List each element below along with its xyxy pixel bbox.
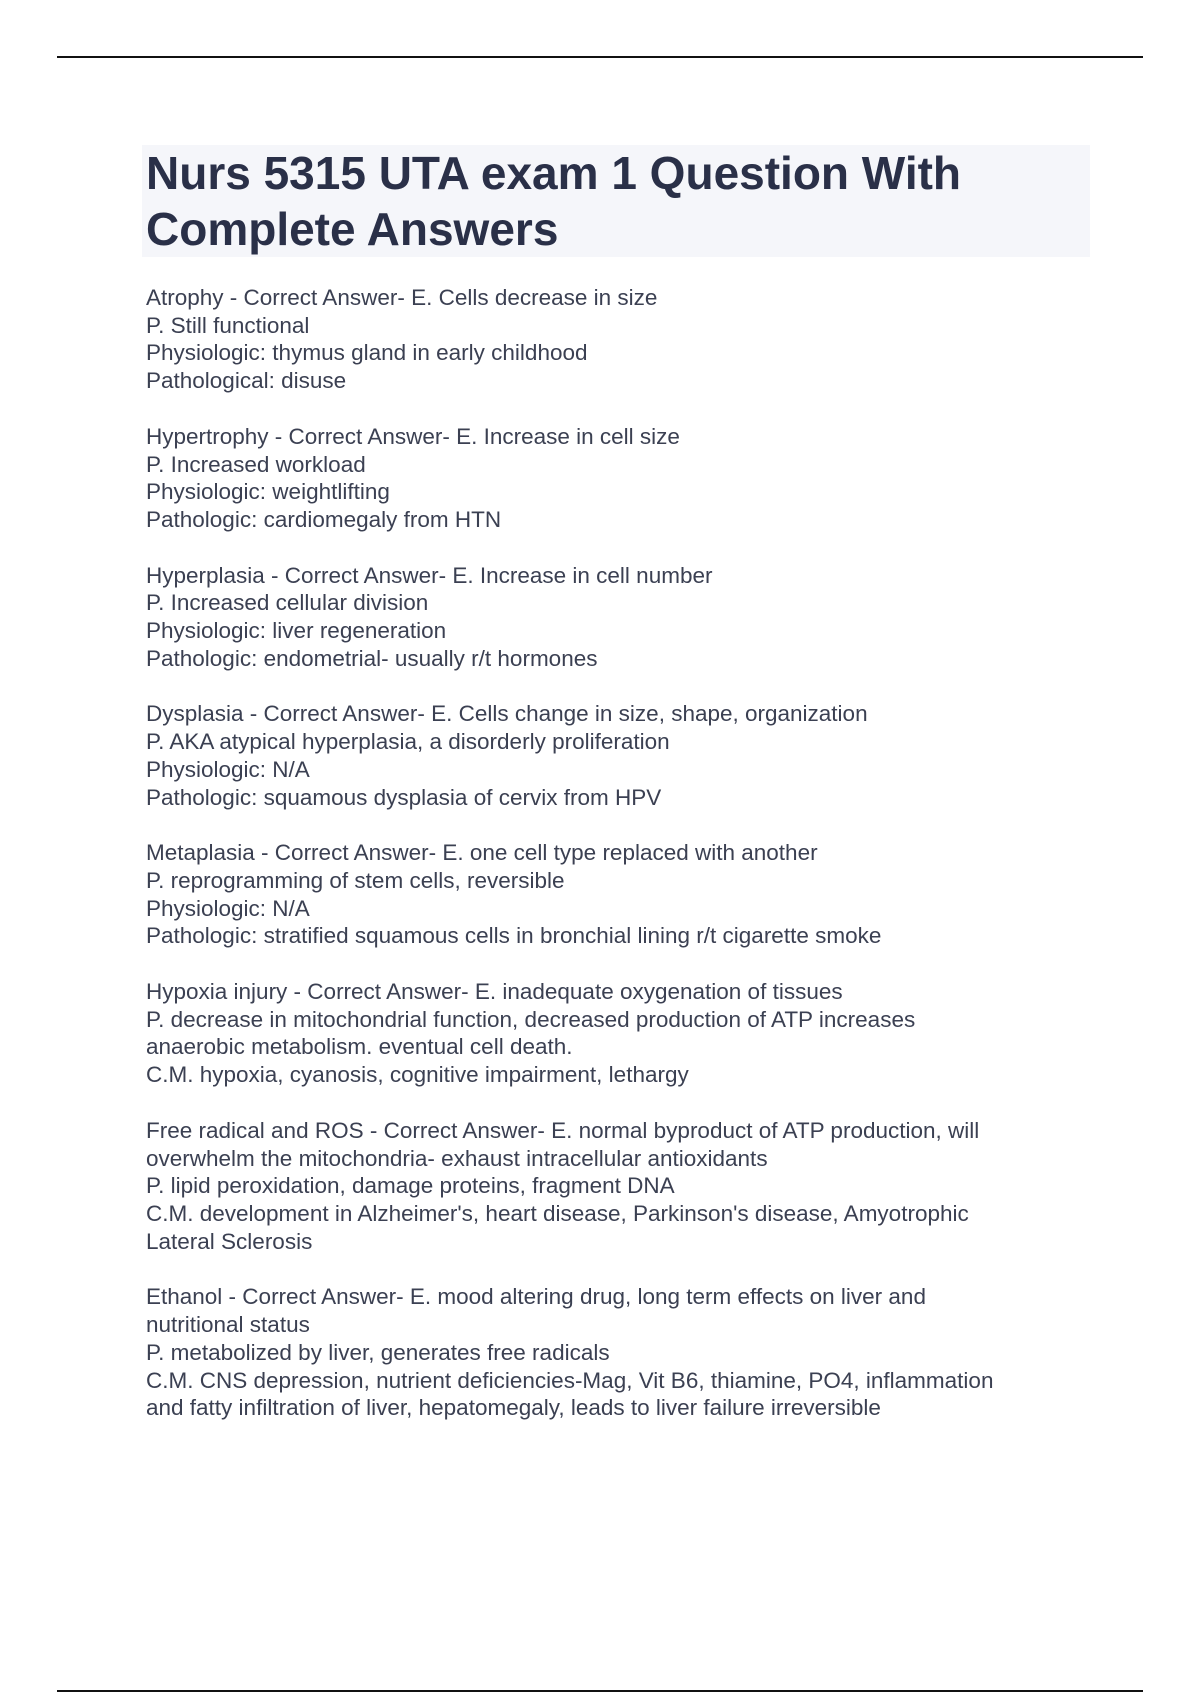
- entry-detail-line: P. metabolized by liver, generates free radicals: [146, 1339, 610, 1365]
- entry-detail-line: Physiologic: N/A: [146, 756, 310, 782]
- entry-detail-line: Physiologic: weightlifting: [146, 479, 390, 505]
- entry-detail-line: Physiologic: N/A: [146, 895, 310, 921]
- answer-entry: [146, 284, 1086, 395]
- entry-detail-line: Pathologic: cardiomegaly from HTN: [146, 506, 502, 532]
- title-banner: [142, 145, 1090, 257]
- answer-entry: [146, 978, 1086, 1089]
- entry-term-line: Hypoxia injury - Correct Answer- E. inadequate oxygenation of tissues: [146, 979, 843, 1005]
- answer-entry: [146, 1283, 1086, 1422]
- top-rule: [57, 56, 1143, 58]
- entry-detail-line: P. reprogramming of stem cells, reversible: [146, 867, 565, 893]
- answer-entry: [146, 700, 1086, 811]
- entry-detail-line: Physiologic: liver regeneration: [146, 618, 447, 644]
- entry-detail-line: C.M. development in Alzheimer's, heart disease, Parkinson's disease, Amyotrophic: [146, 1200, 969, 1226]
- answer-entry: [146, 423, 1086, 534]
- entry-detail-line: P. Still functional: [146, 312, 310, 338]
- document-title: Nurs 5315 UTA exam 1 Question With Complete Answers: [146, 147, 962, 255]
- entry-term-line: Ethanol - Correct Answer- E. mood altering drug, long term effects on liver and: [146, 1284, 926, 1310]
- entry-detail-line: Pathologic: endometrial- usually r/t hormones: [146, 645, 598, 671]
- entry-term-line: Metaplasia - Correct Answer- E. one cell type replaced with another: [146, 840, 818, 866]
- entry-detail-line: Lateral Sclerosis: [146, 1228, 313, 1254]
- entry-detail-line: P. AKA atypical hyperplasia, a disorderly proliferation: [146, 729, 670, 755]
- entry-term-line: Hyperplasia - Correct Answer- E. Increase in cell number: [146, 562, 713, 588]
- entry-detail-line: C.M. CNS depression, nutrient deficiencies-Mag, Vit B6, thiamine, PO4, inflammation: [146, 1367, 994, 1393]
- bottom-rule: [57, 1690, 1143, 1692]
- entry-term-line: Dysplasia - Correct Answer- E. Cells change in size, shape, organization: [146, 701, 868, 727]
- answer-list: [146, 284, 1086, 1450]
- entry-detail-line: overwhelm the mitochondria- exhaust intracellular antioxidants: [146, 1145, 768, 1171]
- answer-entry: [146, 1117, 1086, 1256]
- entry-detail-line: anaerobic metabolism. eventual cell death.: [146, 1034, 573, 1060]
- entry-detail-line: P. Increased workload: [146, 451, 366, 477]
- answer-entry: [146, 839, 1086, 950]
- entry-term-line: Atrophy - Correct Answer- E. Cells decrease in size: [146, 285, 658, 310]
- entry-detail-line: P. lipid peroxidation, damage proteins, fragment DNA: [146, 1173, 675, 1199]
- entry-detail-line: and fatty infiltration of liver, hepatomegaly, leads to liver failure irreversible: [146, 1395, 881, 1421]
- entry-detail-line: C.M. hypoxia, cyanosis, cognitive impairment, lethargy: [146, 1062, 689, 1088]
- entry-detail-line: P. Increased cellular division: [146, 590, 429, 616]
- entry-detail-line: Physiologic: thymus gland in early childhood: [146, 340, 588, 366]
- entry-detail-line: Pathological: disuse: [146, 368, 347, 394]
- entry-term-line: Hypertrophy - Correct Answer- E. Increase in cell size: [146, 423, 680, 449]
- answer-entry: [146, 562, 1086, 673]
- entry-detail-line: nutritional status: [146, 1312, 310, 1338]
- entry-detail-line: P. decrease in mitochondrial function, decreased production of ATP increases: [146, 1006, 916, 1032]
- entry-detail-line: Pathologic: stratified squamous cells in bronchial lining r/t cigarette smoke: [146, 923, 882, 949]
- entry-detail-line: Pathologic: squamous dysplasia of cervix from HPV: [146, 784, 662, 810]
- entry-term-line: Free radical and ROS - Correct Answer- E. normal byproduct of ATP production, will: [146, 1117, 980, 1143]
